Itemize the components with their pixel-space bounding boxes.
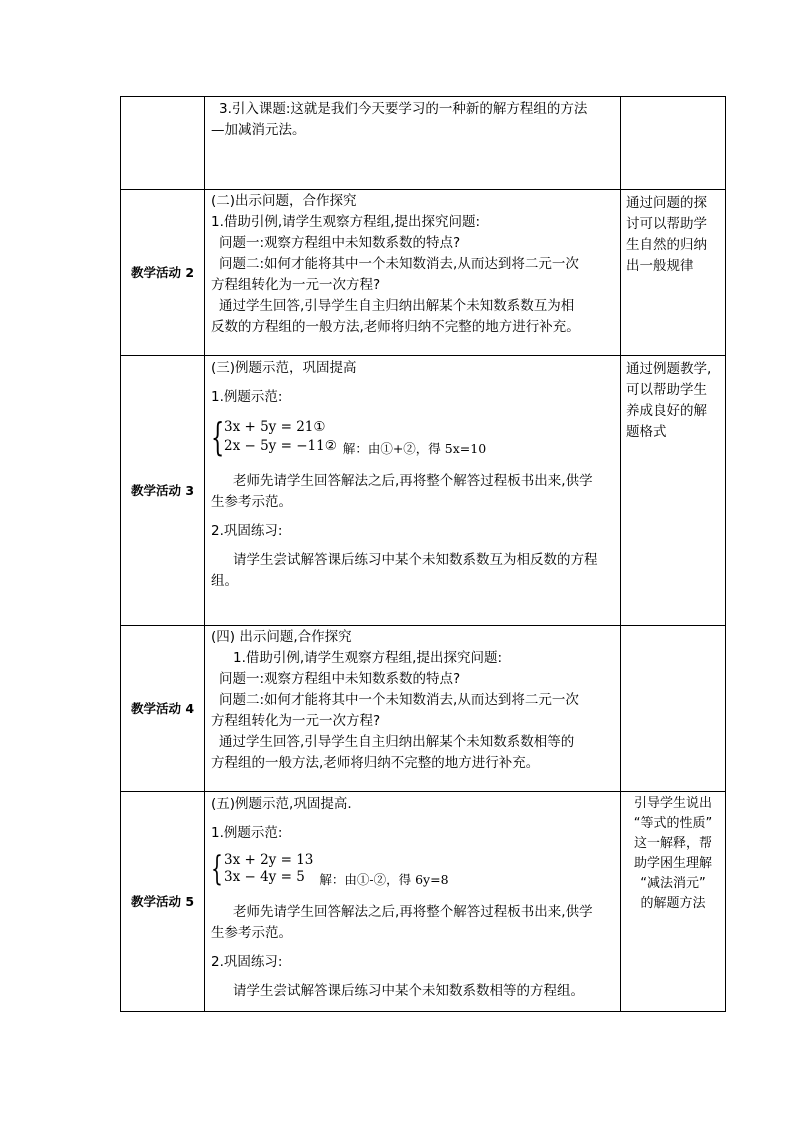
text-line: 生参考示范。: [211, 494, 292, 510]
text-line: —加减消元法。: [211, 122, 306, 138]
lesson-plan-table-wrapper: [120, 96, 725, 1012]
section-heading: (二)出示问题，合作探究: [211, 193, 357, 209]
lesson-plan-table: [120, 96, 726, 1012]
table-row: [121, 97, 726, 190]
note-line: 讨可以帮助学: [626, 216, 707, 232]
note-line: 引导学生说出: [633, 796, 712, 811]
text-line: 问题二:如何才能将其中一个未知数消去,从而达到将二元一次: [219, 256, 579, 272]
row-label: 教学活动 4: [121, 626, 205, 792]
table-row: [121, 190, 726, 356]
note-line: 养成良好的解: [626, 403, 707, 419]
text-line: 请学生尝试解答课后练习中某个未知数系数互为相反数的方程: [233, 552, 598, 568]
solution-text: 解：由①-②，得 6y=8: [319, 872, 449, 887]
brace-icon: {: [211, 415, 225, 459]
table-row: [121, 356, 726, 626]
text-line: 1.借助引例,请学生观察方程组,提出探究问题:: [211, 214, 481, 230]
note-line: 出一般规律: [626, 258, 694, 274]
text-line: 请学生尝试解答课后练习中某个未知数系数相等的方程组。: [233, 983, 584, 999]
note-line: “等式的性质”: [633, 816, 713, 831]
note-line: 题格式: [626, 424, 667, 440]
row-label: [121, 97, 205, 190]
text-line: 组。: [211, 573, 238, 589]
text-line: 通过学生回答,引导学生自主归纳出解某个未知数系数相等的: [219, 734, 575, 750]
note-line: 生自然的归纳: [626, 237, 707, 253]
note-cell: [621, 356, 726, 626]
text-line: 1.借助引例,请学生观察方程组,提出探究问题:: [233, 650, 503, 666]
text-line: 方程组的一般方法,老师将归纳不完整的地方进行补充。: [211, 755, 540, 771]
equation-line: 2x − 5y = −11②: [224, 438, 337, 454]
note-line: 助学困生理解: [633, 856, 712, 871]
text-line: 3.引入课题:这就是我们今天要学习的一种新的解方程组的方法: [219, 101, 588, 117]
section-heading: (三)例题示范，巩固提高: [211, 360, 357, 376]
equation-line: 3x + 2y = 13: [224, 852, 314, 868]
text-line: 通过学生回答,引导学生自主归纳出解某个未知数系数互为相: [219, 298, 575, 314]
note-cell: [621, 626, 726, 792]
section-heading: (五)例题示范,巩固提高.: [211, 796, 352, 812]
content-cell: [205, 97, 621, 190]
content-cell: [205, 792, 621, 1012]
equation-line: 3x − 4y = 5: [224, 869, 305, 885]
text-line: 生参考示范。: [211, 925, 292, 941]
text-line: 方程组转化为一元一次方程?: [211, 713, 381, 729]
example-label: 1.例题示范:: [211, 825, 283, 841]
note-line: “减法消元”: [640, 876, 706, 891]
text-line: 反数的方程组的一般方法,老师将归纳不完整的地方进行补充。: [211, 319, 580, 335]
content-cell: [205, 626, 621, 792]
solution-text: 解：由①+②，得 5x=10: [342, 441, 487, 456]
row-label: 教学活动 2: [121, 190, 205, 356]
content-cell: [205, 356, 621, 626]
content-cell: [205, 190, 621, 356]
row-label: 教学活动 5: [121, 792, 205, 1012]
row-label: 教学活动 3: [121, 356, 205, 626]
table-row: [121, 626, 726, 792]
text-line: 问题二:如何才能将其中一个未知数消去,从而达到将二元一次: [219, 692, 579, 708]
equation-system: [211, 415, 614, 459]
note-line: 这一解释，帮: [633, 836, 712, 851]
text-line: 问题一:观察方程组中未知数系数的特点?: [219, 235, 461, 251]
brace-icon: {: [211, 849, 223, 889]
practice-label: 2.巩固练习:: [211, 954, 283, 970]
text-line: 老师先请学生回答解法之后,再将整个解答过程板书出来,供学: [233, 904, 593, 920]
section-heading: (四) 出示问题,合作探究: [211, 629, 352, 645]
text-line: 问题一:观察方程组中未知数系数的特点?: [219, 671, 461, 687]
text-line: 老师先请学生回答解法之后,再将整个解答过程板书出来,供学: [233, 473, 593, 489]
table-row: [121, 792, 726, 1012]
practice-label: 2.巩固练习:: [211, 523, 283, 539]
note-line: 通过例题教学,: [626, 361, 712, 377]
example-label: 1.例题示范:: [211, 389, 283, 405]
note-line: 的解题方法: [640, 896, 706, 911]
note-cell: [621, 97, 726, 190]
equation-line: 3x + 5y = 21①: [224, 419, 326, 435]
note-cell: [621, 190, 726, 356]
note-line: 可以帮助学生: [626, 382, 707, 398]
note-cell: [621, 792, 726, 1012]
note-line: 通过问题的探: [626, 195, 707, 211]
text-line: 方程组转化为一元一次方程?: [211, 277, 381, 293]
equation-system: [211, 849, 614, 890]
